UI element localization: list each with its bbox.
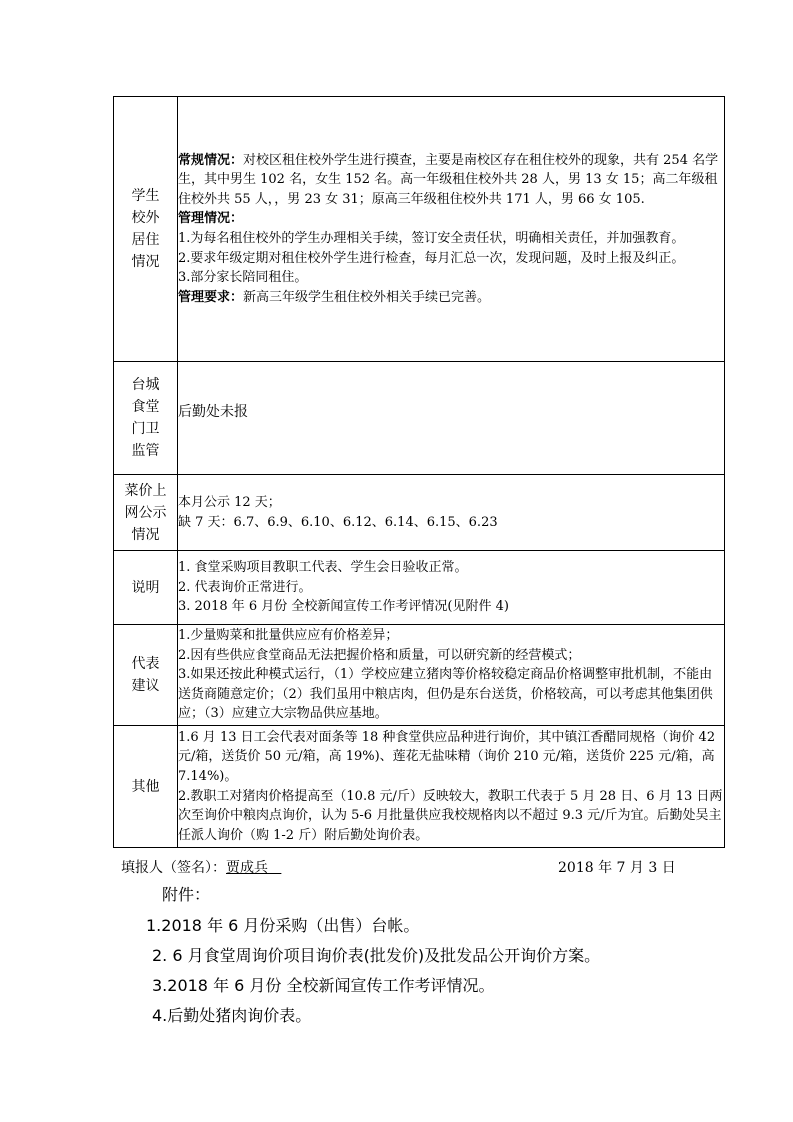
row-content — [178, 726, 725, 848]
row-label — [114, 362, 178, 475]
content-line: 1. 食堂采购项目教职工代表、学生会日验收正常。 — [178, 560, 468, 576]
row-label-line: 代表 — [131, 656, 160, 672]
routine-text: 对校区租住校外学生进行摸查，主要是南校区存在租住校外的现象，共有 254 名学生，其中男生 102 名，女生 152 名。高一年级租住校外共 28 人，男 13 女 15；高二年级租住校外共 55 人，，男 23 女 31；原高三年级租住校外共 171 人，男 66 女 105. — [178, 152, 719, 207]
row-content — [178, 625, 725, 726]
routine-paragraph — [178, 151, 724, 210]
row-label-line: 建议 — [131, 678, 160, 694]
management-item: 3.部分家长陪同租住。 — [178, 270, 308, 286]
row-label-line: 门卫 — [131, 421, 160, 437]
row-content — [178, 362, 725, 475]
row-label-line: 食堂 — [131, 399, 160, 415]
requirement-paragraph — [178, 288, 724, 308]
row-label-line: 学生 — [131, 188, 160, 204]
attachment-item: 3.2018 年 6 月份 全校新闻宣传工作考评情况。 — [152, 976, 495, 995]
row-label-line: 居住 — [131, 232, 160, 248]
table-row-price-publish — [114, 475, 725, 551]
row-content — [178, 97, 725, 362]
row-label-line: 监管 — [131, 443, 160, 459]
row-label-line: 说明 — [131, 579, 160, 596]
row-label-line: 其他 — [131, 778, 160, 795]
row-label-line: 校外 — [131, 210, 160, 226]
row-content — [178, 551, 725, 625]
content-line: 2. 代表询价正常进行。 — [178, 579, 312, 595]
management-item: 2.要求年级定期对租住校外学生进行检查，每月汇总一次，发现问题，及时上报及纠正。 — [178, 250, 685, 266]
management-item: 1.为每名租住校外的学生办理相关手续，签订安全责任状，明确相关责任，并加强教育。 — [178, 231, 685, 246]
content-line: 1.少量购菜和批量供应应有价格差异； — [178, 628, 399, 644]
content-line: 3. 2018 年 6 月份 全校新闻宣传工作考评情况(见附件 4) — [178, 599, 509, 615]
content-line: 缺 7 天：6.7、6.9、6.10、6.12、6.14、6.15、6.23 — [178, 514, 498, 530]
row-label — [114, 726, 178, 848]
routine-heading: 常规情况： — [178, 152, 244, 168]
content-line: 后勤处未报 — [178, 404, 248, 421]
table-row-other — [114, 726, 725, 848]
row-label — [114, 551, 178, 625]
row-content — [178, 475, 725, 551]
row-label — [114, 625, 178, 726]
table-row-suggestions — [114, 625, 725, 726]
management-heading: 管理情况： — [178, 211, 244, 227]
attachment-item: 4.后勤处猪肉询价表。 — [152, 1006, 312, 1025]
row-label — [114, 475, 178, 551]
report-table — [113, 96, 725, 848]
content-line: 3.如果还按此种模式运行，（1）学校应建立猪肉等价格较稳定商品价格调整审批机制，不能由送货商随意定价；（2）我们虽用中粮店肉，但仍是东台送货，价格较高，可以考虑其他集团供应；（3）应建立大宗物品供应基地。 — [178, 667, 713, 722]
content-line: 1.6 月 13 日工会代表对面条等 18 种食堂供应品种进行询价，其中镇江香醋同规格（询价 42 元/箱，送货价 50 元/箱，高 19%)、莲花无盐味精（询价 210 元/箱，送货价 225 元/箱，高 7.14%)。 — [178, 729, 716, 784]
table-row-notes — [114, 551, 725, 625]
requirement-heading: 管理要求： — [178, 289, 244, 305]
row-label-line: 情况 — [131, 254, 160, 270]
row-label — [114, 97, 178, 362]
report-date: 2018 年 7 月 3 日 — [558, 860, 676, 876]
requirement-text: 新高三年级学生租住校外相关手续已完善。 — [243, 289, 491, 305]
attachment-item: 1.2018 年 6 月份采购（出售）台帐。 — [146, 916, 420, 935]
row-label-line: 菜价上 — [124, 482, 167, 499]
row-label-line: 台城 — [131, 377, 160, 393]
attachments-heading: 附件： — [162, 885, 211, 904]
table-row-canteen — [114, 362, 725, 475]
reporter-label: 填报人（签名）： — [121, 860, 226, 876]
reporter-signature — [121, 857, 281, 877]
reporter-name: 贾成兵 — [226, 860, 268, 876]
row-label-line: 情况 — [131, 526, 160, 543]
content-line: 2.因有些供应食堂商品无法把握价格和质量，可以研究新的经营模式； — [178, 647, 581, 663]
content-line: 本月公示 12 天； — [178, 494, 281, 510]
table-row-residence — [114, 97, 725, 362]
attachment-item: 2. 6 月食堂周询价项目询价表(批发价)及批发品公开询价方案。 — [152, 946, 601, 965]
content-line: 2.教职工对猪肉价格提高至（10.8 元/斤）反映较大，教职工代表于 5 月 28 日、6 月 13 日两次至询价中粮肉点询价，认为 5-6 月批量供应我校规格肉以不超过 9.3 元/斤为宜。后勤处吴主任派人询价（购 1-2 斤）附后勤处询价表。 — [178, 788, 723, 843]
row-label-line: 网公示 — [124, 504, 167, 521]
